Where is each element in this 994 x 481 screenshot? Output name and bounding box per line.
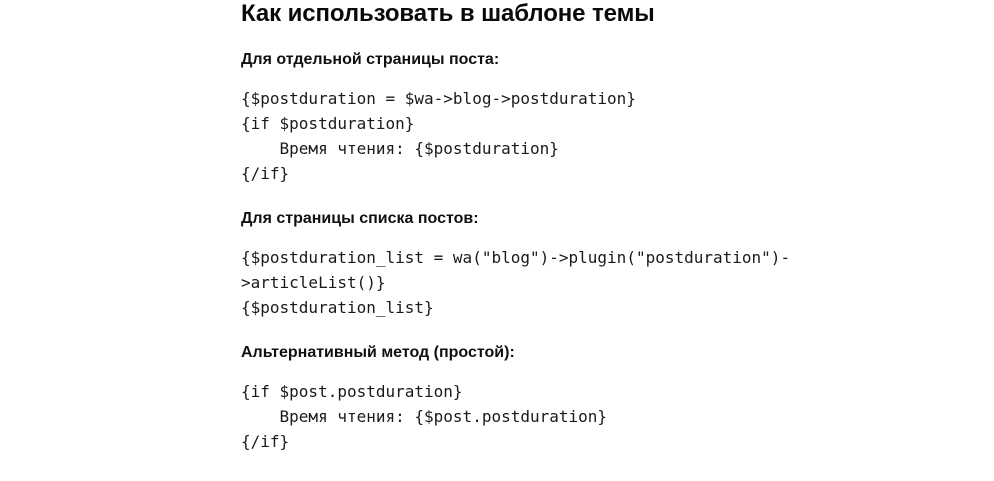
code-block-alternative-method: {if $post.postduration} Время чтения: {$post.postduration} {/if} (241, 382, 608, 451)
document-content (241, 0, 941, 454)
code-block-single-post: {$postduration = $wa->blog->postduration} {if $postduration} Время чтения: {$postduration} {/if} (241, 89, 636, 183)
section-title-alternative-method: Альтернативный метод (простой): (241, 344, 515, 361)
page-title: Как использовать в шаблоне темы (241, 0, 655, 27)
code-block-post-list: {$postduration_list = wa("blog")->plugin("postduration")- >articleList()} {$postduration_list} (241, 248, 791, 317)
section-title-post-list: Для страницы списка постов: (241, 210, 479, 227)
section-title-single-post: Для отдельной страницы поста: (241, 51, 500, 68)
